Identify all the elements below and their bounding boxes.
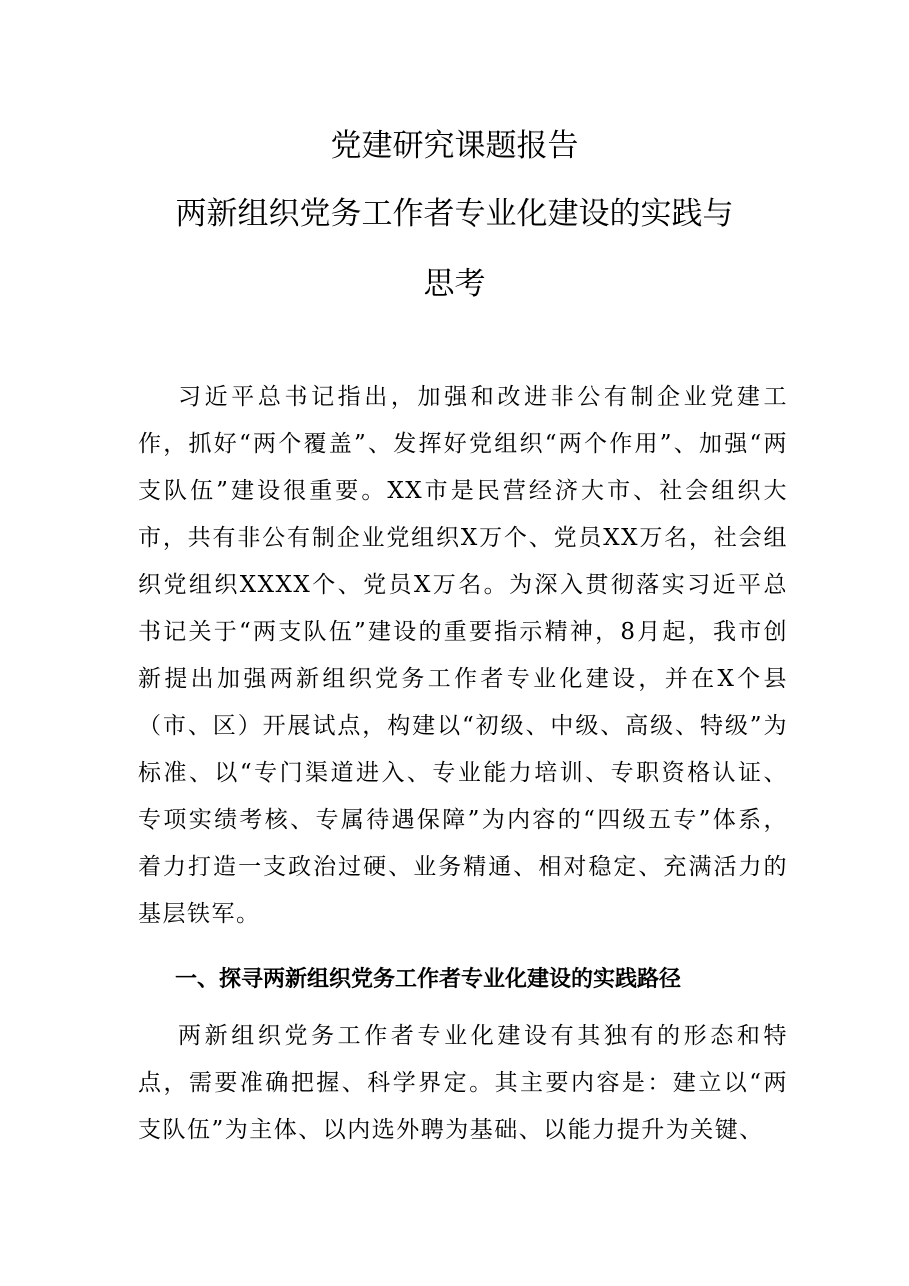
document-title-line-3: 思考 bbox=[423, 266, 486, 302]
document-title-line-1: 党建研究课题报告 bbox=[330, 128, 579, 164]
section-1-heading: 一、探寻两新组织党务工作者专业化建设的实践路径 bbox=[175, 967, 682, 992]
document-title-line-2: 两新组织党务工作者专业化建设的实践与 bbox=[175, 196, 734, 232]
section-1-paragraph: 两新组织党务工作者专业化建设有其独有的形态和特点，需要准确把握、科学界定。其主要内容是：建立以“两支队伍”为主体、以内选外聘为基础、以能力提升为关键、 bbox=[138, 1023, 788, 1143]
intro-paragraph: 习近平总书记指出，加强和改进非公有制企业党建工作，抓好“两个覆盖”、发挥好党组织“两个作用”、加强“两支队伍”建设很重要。XX市是民营经济大市、社会组织大市，共有非公有制企业党组织X万个、党员XX万名，社会组织党组织XXXX个、党员X万名。为深入贯彻落实习近平总书记关于“两支队伍”建设的重要指示精神，8月起，我市创新提出加强两新组织党务工作者专业化建设，并在X个县（市、区）开展试点，构建以“初级、中级、高级、特级”为标准、以“专门渠道进入、专业能力培训、专职资格认证、专项实绩考核、专属待遇保障”为内容的“四级五专”体系，着力打造一支政治过硬、业务精通、相对稳定、充满活力的基层铁军。 bbox=[138, 384, 788, 927]
